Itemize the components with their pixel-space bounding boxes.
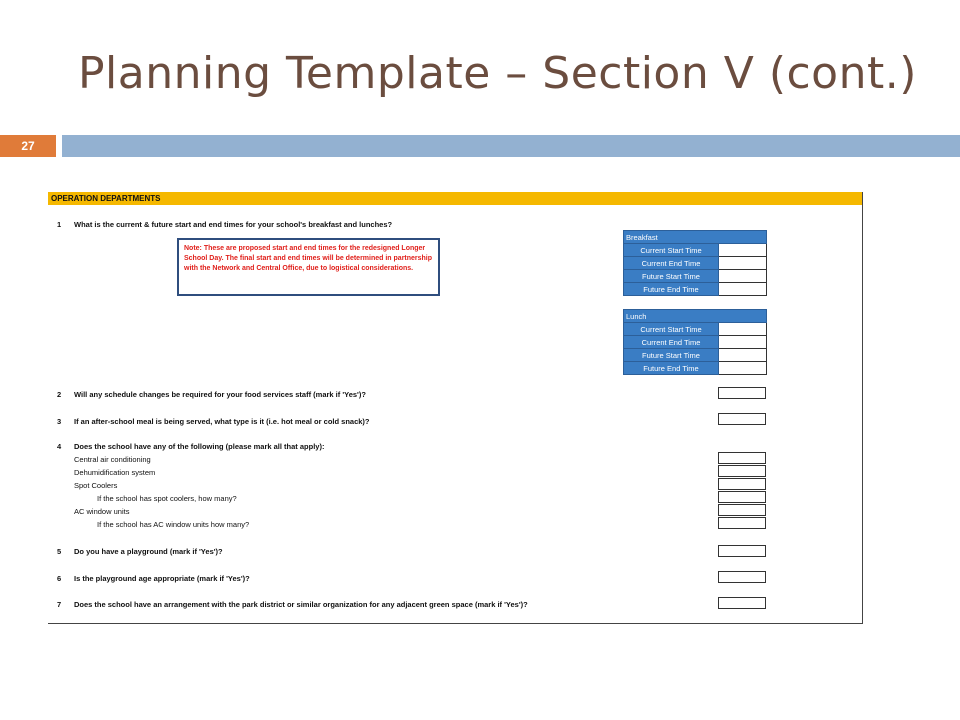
question-text: Will any schedule changes be required for your food services staff (mark if 'Yes')? xyxy=(74,390,366,399)
q4-item: Central air conditioning xyxy=(74,455,151,464)
note-box: Note: These are proposed start and end times for the redesigned Longer School Day. The final start and end times will be determined in partnership with the Network and Central Office, due to logistical considerations. xyxy=(177,238,440,296)
question-text: Does the school have an arrangement with the park district or similar organization for any adjacent green space (mark if 'Yes')? xyxy=(74,600,528,609)
q4-item: If the school has AC window units how many? xyxy=(97,520,250,529)
ac-window-units-answer-box[interactable] xyxy=(718,504,766,516)
spot-coolers-answer-box[interactable] xyxy=(718,478,766,490)
lunch-header: Lunch xyxy=(624,310,767,323)
lunch-row-label: Current End Time xyxy=(624,336,719,349)
breakfast-row-label: Current Start Time xyxy=(624,244,719,257)
sheet-header: OPERATION DEPARTMENTS xyxy=(48,192,862,205)
question-number: 4 xyxy=(57,442,62,451)
question-text: If an after-school meal is being served, what type is it (i.e. hot meal or cold snack)? xyxy=(74,417,370,426)
q4-item: Spot Coolers xyxy=(74,481,118,490)
central-air-answer-box[interactable] xyxy=(718,452,766,464)
question-number: 3 xyxy=(57,417,62,426)
lunch-time-input[interactable] xyxy=(719,362,767,375)
slide-number: 27 xyxy=(0,135,56,157)
question-number: 5 xyxy=(57,547,62,556)
lunch-table xyxy=(623,309,767,375)
question-text: What is the current & future start and end times for your school's breakfast and lunches? xyxy=(74,220,393,229)
question-text: Do you have a playground (mark if 'Yes')? xyxy=(74,547,223,556)
question-text: Is the playground age appropriate (mark if 'Yes')? xyxy=(74,574,250,583)
breakfast-time-input[interactable] xyxy=(719,257,767,270)
question-number: 1 xyxy=(57,220,62,229)
question-number: 6 xyxy=(57,574,62,583)
food-staff-answer-box[interactable] xyxy=(718,387,766,399)
lunch-time-input[interactable] xyxy=(719,349,767,362)
q4-item: AC window units xyxy=(74,507,130,516)
breakfast-table xyxy=(623,230,767,296)
lunch-time-input[interactable] xyxy=(719,336,767,349)
question-number: 7 xyxy=(57,600,62,609)
playground-age-answer-box[interactable] xyxy=(718,571,766,583)
breakfast-time-input[interactable] xyxy=(719,283,767,296)
breakfast-time-input[interactable] xyxy=(719,244,767,257)
breakfast-row-label: Future Start Time xyxy=(624,270,719,283)
q4-item: If the school has spot coolers, how many? xyxy=(97,494,237,503)
breakfast-time-input[interactable] xyxy=(719,270,767,283)
question-text: Does the school have any of the following (please mark all that apply): xyxy=(74,442,325,451)
slide-title: Planning Template – Section V (cont.) xyxy=(78,48,917,99)
planning-template-sheet xyxy=(48,192,863,624)
lunch-row-label: Current Start Time xyxy=(624,323,719,336)
breakfast-header: Breakfast xyxy=(624,231,767,244)
green-space-answer-box[interactable] xyxy=(718,597,766,609)
breakfast-row-label: Future End Time xyxy=(624,283,719,296)
lunch-row-label: Future Start Time xyxy=(624,349,719,362)
dehumidification-answer-box[interactable] xyxy=(718,465,766,477)
lunch-time-input[interactable] xyxy=(719,323,767,336)
breakfast-row-label: Current End Time xyxy=(624,257,719,270)
title-underline-bar xyxy=(62,135,960,157)
question-number: 2 xyxy=(57,390,62,399)
ac-window-units-count-box[interactable] xyxy=(718,517,766,529)
lunch-row-label: Future End Time xyxy=(624,362,719,375)
after-school-meal-answer-box[interactable] xyxy=(718,413,766,425)
playground-answer-box[interactable] xyxy=(718,545,766,557)
q4-item: Dehumidification system xyxy=(74,468,156,477)
spot-coolers-count-box[interactable] xyxy=(718,491,766,503)
